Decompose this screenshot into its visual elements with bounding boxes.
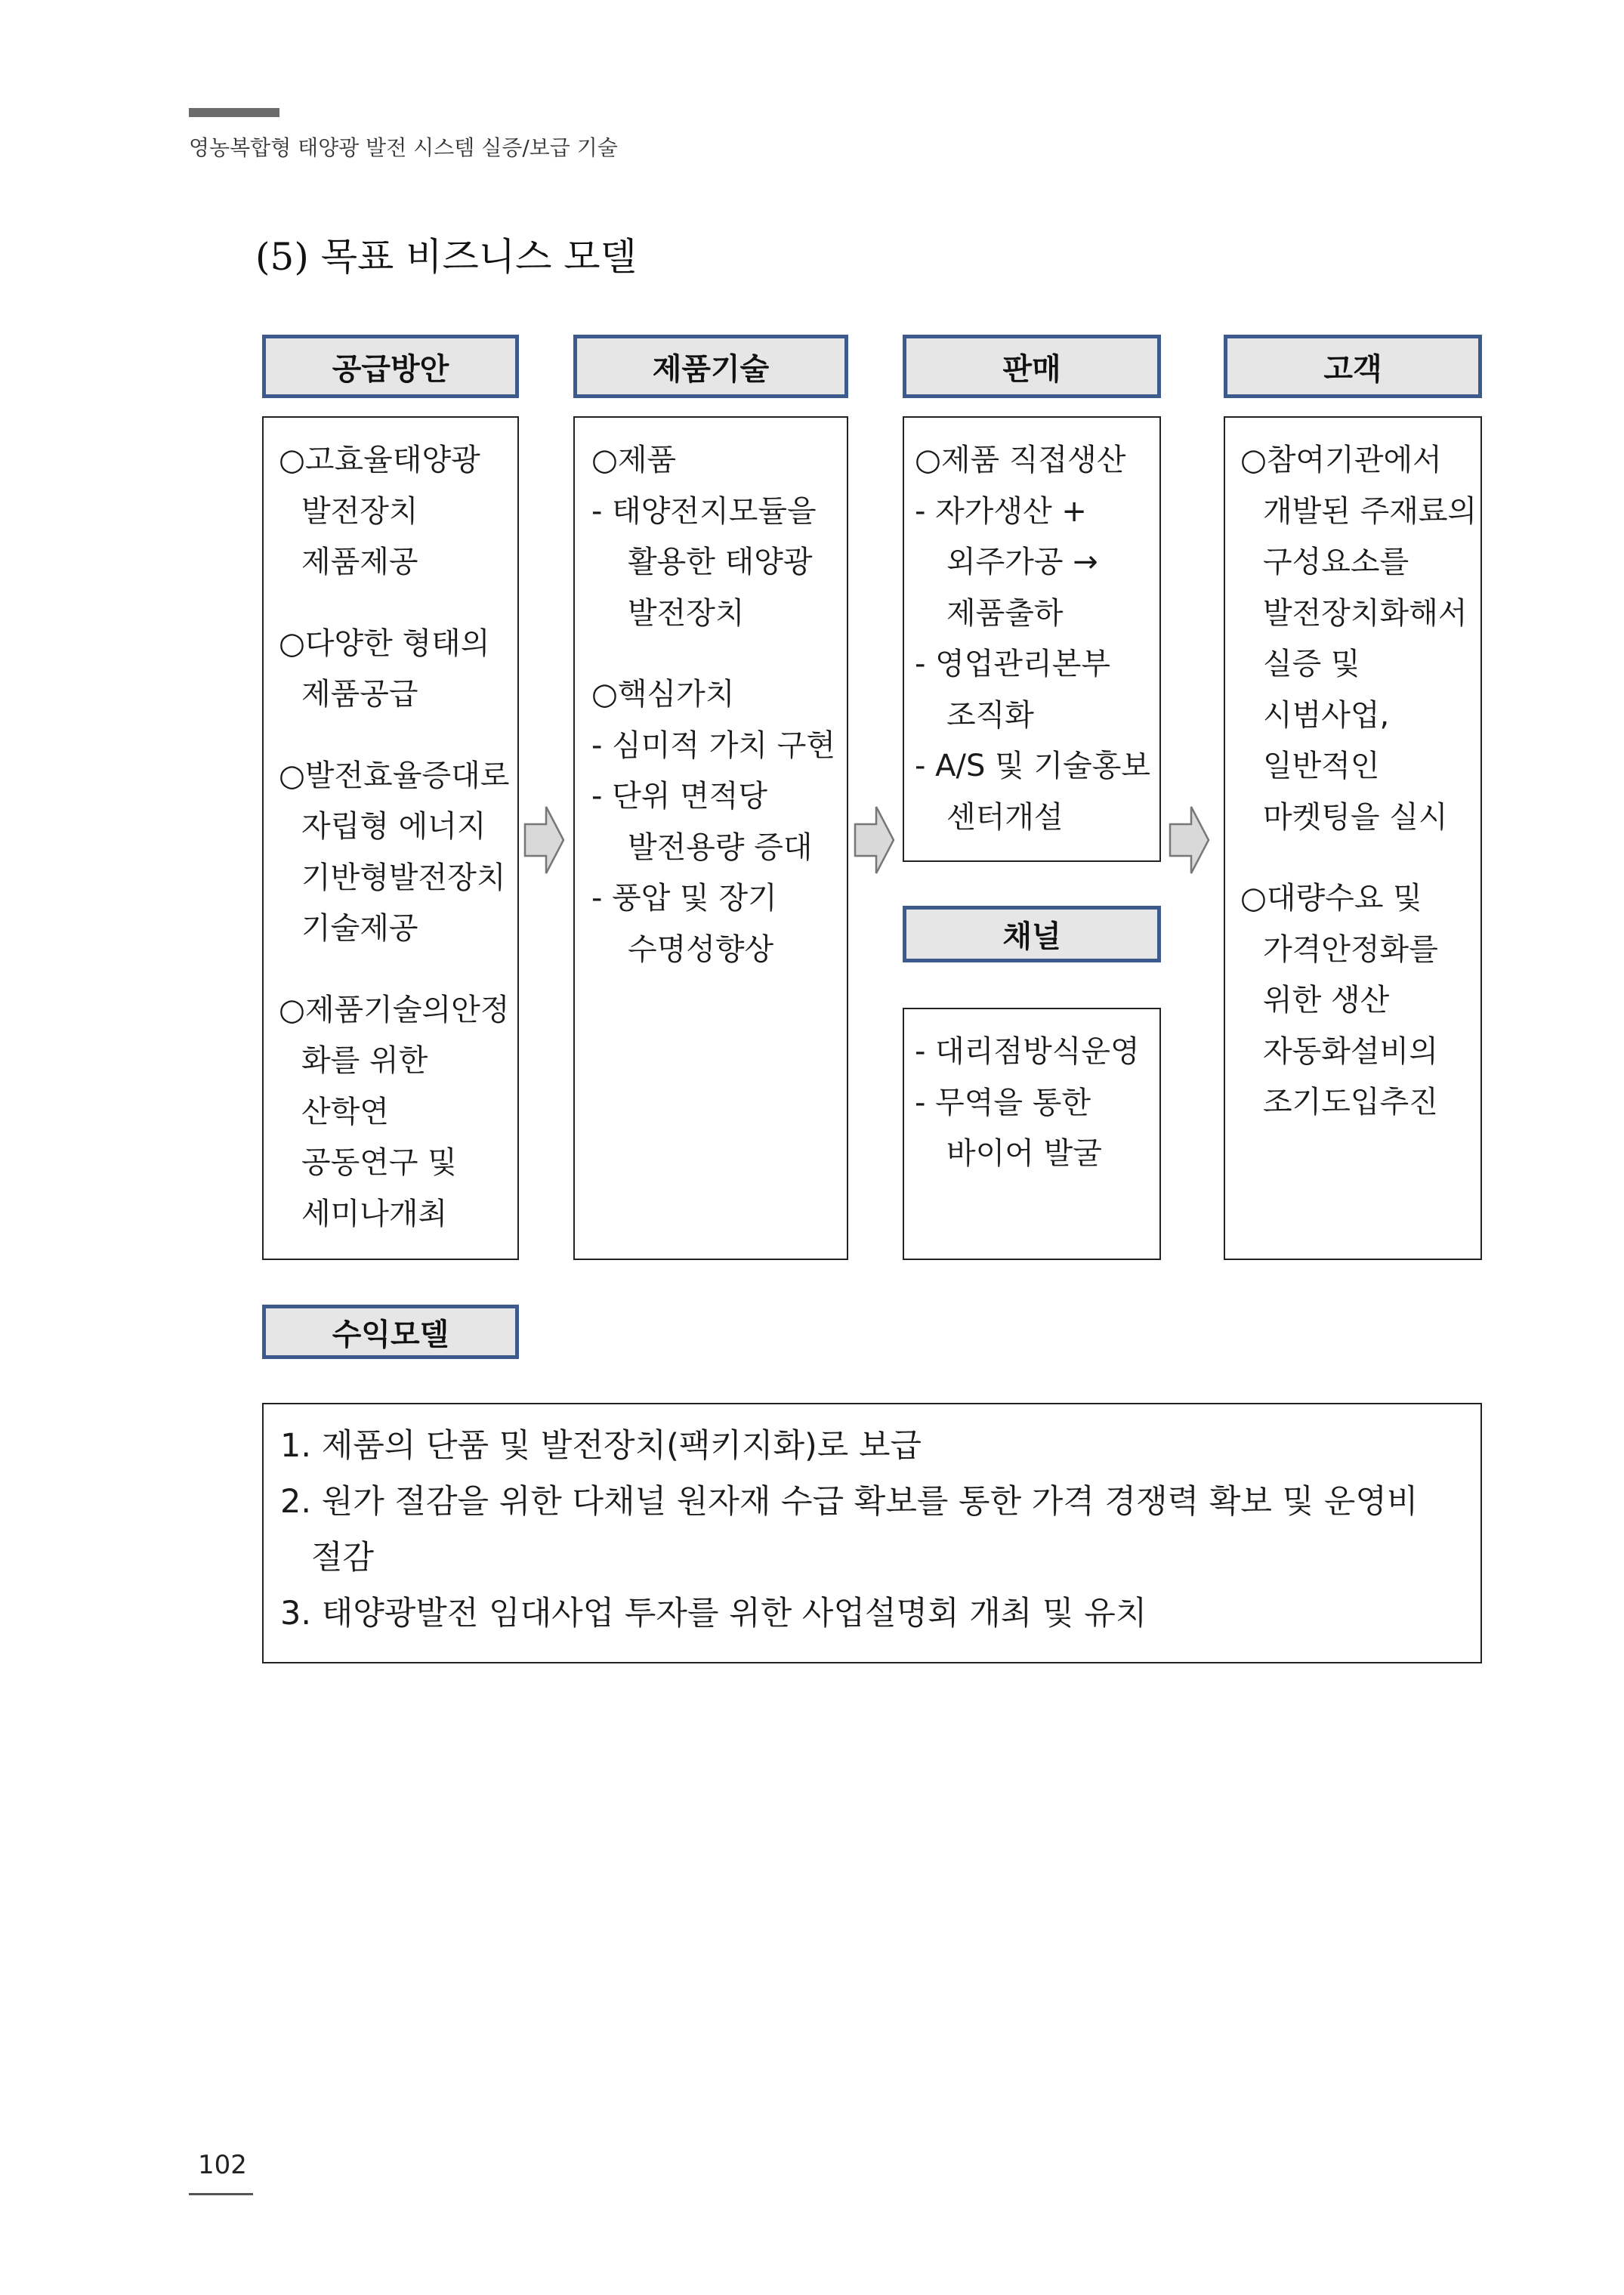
list-line: 시범사업, [1263,697,1390,733]
list-line: 활용한 태양광 [628,545,813,579]
list-line: 발전장치 [628,595,745,631]
list-line: 자립형 에너지 [301,809,486,844]
list-line: - 대리점방식운영 [915,1034,1140,1069]
list-line: 구성요소를 [1263,545,1409,579]
list-line: 기반형발전장치 [301,860,506,895]
list-line: ○대량수요 및 [1240,881,1422,916]
sales-header: 판매 [903,335,1161,398]
list-line: 바이어 발굴 [946,1136,1102,1171]
list-line: ○핵심가치 [591,677,735,712]
list-line: 위한 생산 [1263,983,1390,1018]
revenue-box [262,1403,1482,1663]
list-line: 발전장치화해서 [1263,595,1468,631]
revenue-list [280,1418,1418,1642]
running-header: 영농복합형 태양광 발전 시스템 실증/보급 기술 [189,135,618,160]
customer-box [1224,416,1482,1260]
list-line: 산학연 [301,1094,389,1129]
list-line: 자동화설비의 [1263,1033,1438,1069]
revenue-header: 수익모델 [262,1305,519,1359]
list-line: ○제품 [591,443,677,477]
arrow-right-icon [523,805,566,876]
arrow-right-icon [854,805,896,876]
channel-list [915,1027,1140,1180]
list-line: ○제품 직접생산 [915,443,1126,477]
list-line: - 자가생산 + [915,493,1087,529]
list-line: 센터개설 [946,799,1064,835]
revenue-line: 3. 태양광발전 임대사업 투자를 위한 사업설명회 개최 및 유치 [280,1595,1147,1632]
page-number: 102 [198,2150,247,2180]
list-line: 수명성향상 [628,931,774,967]
channel-box [903,1008,1161,1260]
list-line: 제품공급 [301,677,418,712]
arrow-right-icon [1169,805,1211,876]
list-line: 세미나개최 [301,1196,448,1231]
list-line: - A/S 및 기술홍보 [915,749,1151,783]
tech-list [591,435,835,975]
list-line: 실증 및 [1263,647,1360,681]
list-line [591,639,835,669]
list-line: - 태양전지모듈을 [591,493,817,529]
list-line: ○제품기술의안정 [279,992,510,1027]
list-line: ○다양한 형태의 [279,625,490,661]
list-line: 발전용량 증대 [628,829,813,865]
list-line: 조직화 [946,697,1034,733]
list-line: - 무역을 통한 [915,1085,1091,1120]
list-line [279,588,509,619]
list-line: 제품출하 [946,595,1064,631]
list-line: 제품제공 [301,545,418,579]
supply-header: 공급방안 [262,335,519,398]
list-line: ○참여기관에서 [1240,443,1442,477]
list-line: - 영업관리본부 [915,647,1110,681]
list-line: 발전장치 [301,493,418,529]
header-rule [189,108,279,117]
section-title: (5) 목표 비즈니스 모델 [255,235,637,279]
channel-header: 채널 [903,906,1161,962]
list-line: 개발된 주재료의 [1263,493,1477,529]
list-line [279,721,509,751]
list-line: - 단위 면적당 [591,779,768,814]
list-line [279,955,509,985]
list-line: ○발전효율증대로 [279,758,510,793]
footer-rule [189,2193,253,2195]
list-line: 조기도입추진 [1263,1085,1438,1120]
list-line: 외주가공 → [946,545,1098,579]
customer-list [1240,435,1477,1129]
list-line: 가격안정화를 [1263,931,1438,967]
sales-list [915,435,1150,843]
tech-box [573,416,848,1260]
revenue-line: 2. 원가 절감을 위한 다채널 원자재 수급 확보를 통한 가격 경쟁력 확보 및 운영비 [280,1483,1419,1521]
supply-list [279,435,509,1240]
list-line: 화를 위한 [301,1043,428,1078]
list-line: 일반적인 [1263,749,1380,783]
tech-header: 제품기술 [573,335,848,398]
revenue-line: 1. 제품의 단품 및 발전장치(팩키지화)로 보급 [280,1427,922,1465]
customer-header: 고객 [1224,335,1482,398]
list-line: 공동연구 및 [301,1145,457,1180]
supply-box [262,416,519,1260]
list-line: - 풍압 및 장기 [591,881,777,916]
list-line [1240,843,1477,873]
revenue-line: 절감 [280,1539,375,1577]
list-line: 기술제공 [301,911,418,946]
list-line: - 심미적 가치 구현 [591,727,836,763]
list-line: ○고효율태양광 [279,443,480,477]
sales-box [903,416,1161,862]
list-line: 마켓팅을 실시 [1263,799,1448,835]
